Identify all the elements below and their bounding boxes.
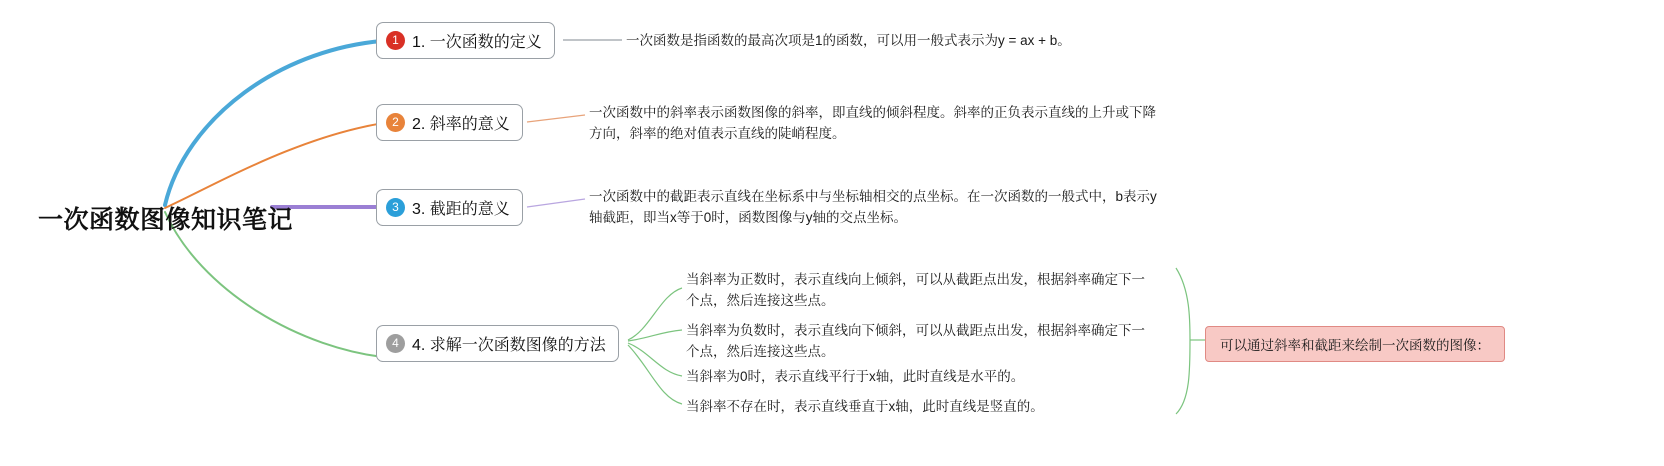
node-4[interactable]	[376, 325, 619, 362]
leaf-item-1: 当斜率为正数时，表示直线向上倾斜，可以从截距点出发，根据斜率确定下一个点，然后连接这些点。	[686, 272, 1145, 308]
node-3-badge: 3	[386, 198, 405, 217]
node-2-badge: 2	[386, 113, 405, 132]
root-title: 一次函数图像知识笔记	[38, 206, 294, 234]
node-3[interactable]	[376, 189, 523, 226]
node-1[interactable]	[376, 22, 555, 59]
node-1-label: 1. 一次函数的定义	[412, 34, 542, 51]
node-2-detail: 一次函数中的斜率表示函数图像的斜率，即直线的倾斜程度。斜率的正负表示直线的上升或下降方向，斜率的绝对值表示直线的陡峭程度。	[589, 105, 1156, 141]
node-1-badge: 1	[386, 31, 405, 50]
node-2-label: 2. 斜率的意义	[412, 116, 510, 133]
leaf-item-4: 当斜率不存在时，表示直线垂直于x轴，此时直线是竖直的。	[686, 399, 1044, 414]
leaf-item-2: 当斜率为负数时，表示直线向下倾斜，可以从截距点出发，根据斜率确定下一个点，然后连接这些点。	[686, 323, 1145, 359]
node-3-detail: 一次函数中的截距表示直线在坐标系中与坐标轴相交的点坐标。在一次函数的一般式中，b表示y轴截距，即当x等于0时，函数图像与y轴的交点坐标。	[589, 189, 1157, 225]
node-4-label: 4. 求解一次函数图像的方法	[412, 337, 606, 354]
node-1-detail: 一次函数是指函数的最高次项是1的函数，可以用一般式表示为y = ax + b。	[626, 33, 1071, 48]
callout-box: 可以通过斜率和截距来绘制一次函数的图像：	[1205, 326, 1505, 362]
node-2[interactable]	[376, 104, 523, 141]
node-3-label: 3. 截距的意义	[412, 201, 510, 218]
node-4-badge: 4	[386, 334, 405, 353]
leaf-item-3: 当斜率为0时，表示直线平行于x轴，此时直线是水平的。	[686, 369, 1025, 384]
